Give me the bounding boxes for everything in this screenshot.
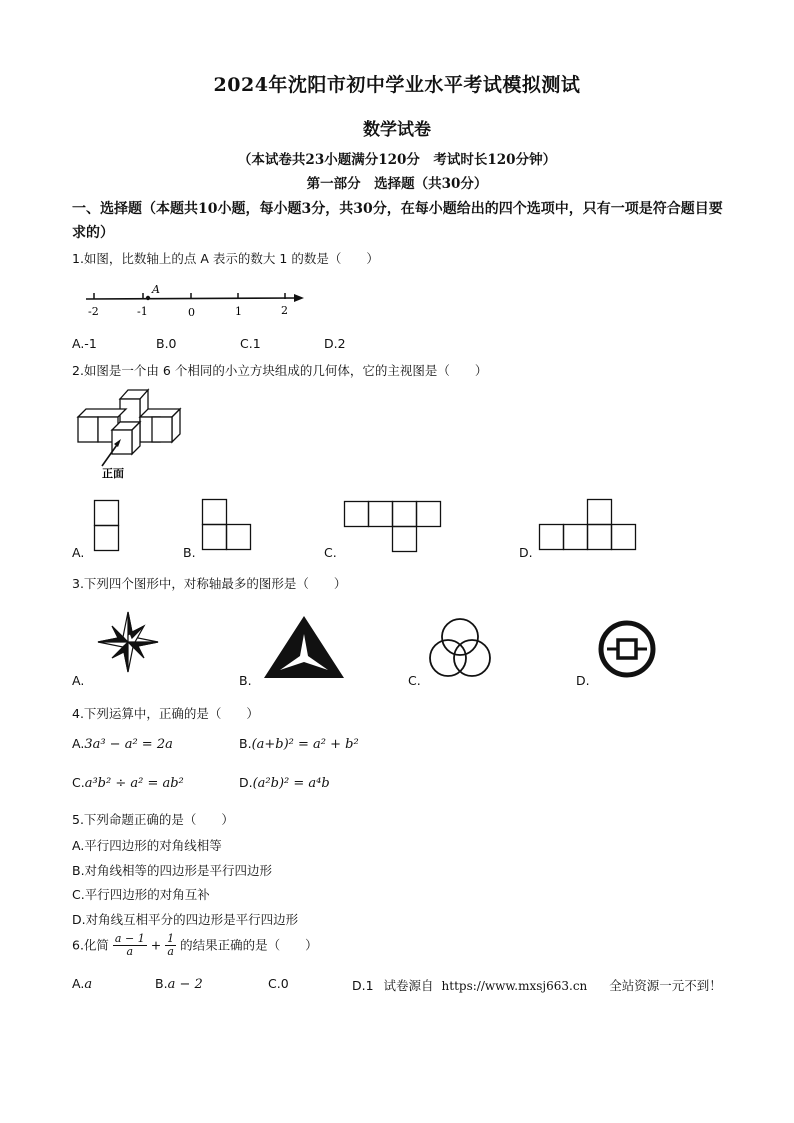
q4-option-a[interactable] (72, 736, 173, 752)
page-subtitle: 数学试卷 (363, 120, 431, 140)
q4-option-c-expr: a³b² ÷ a² = ab² (84, 776, 184, 791)
q2-option-d-view (539, 499, 639, 553)
q4-option-d[interactable] (239, 775, 330, 791)
q5-option-d[interactable]: D.对角线互相平分的四边形是平行四边形 (72, 912, 299, 927)
q5-option-b[interactable]: B.对角线相等的四边形是平行四边形 (72, 863, 273, 878)
q4-option-c-letter: C. (72, 775, 85, 790)
q6-option-a-expr: a (84, 977, 93, 992)
q1-option-d[interactable]: D.2 (324, 336, 346, 351)
q6-option-c[interactable]: C.0 (268, 976, 289, 991)
fraction-2-denominator: a (167, 945, 174, 958)
fraction-2-numerator: 1 (167, 932, 175, 945)
question-3-stem: 3.下列四个图形中，对称轴最多的图形是（ ） (72, 576, 347, 591)
three-circles-icon (427, 617, 493, 681)
question-2-stem: 2.如图是一个由 6 个相同的小立方块组成的几何体，它的主视图是（ ） (72, 363, 488, 378)
q2-option-a-view (94, 500, 120, 552)
exam-note: （本试卷共23小题满分120分 考试时长120分钟） (237, 152, 557, 168)
q6-option-b-letter: B. (155, 976, 168, 991)
q3-option-a[interactable]: A. (72, 673, 85, 688)
q1-option-c[interactable]: C.1 (240, 336, 261, 351)
q6-option-a[interactable] (72, 976, 92, 992)
q1-option-a[interactable]: A.-1 (72, 336, 97, 351)
q4-option-b-expr: (a+b)² = a² + b² (251, 737, 359, 752)
q2-option-b[interactable]: B. (183, 545, 196, 560)
q4-option-c[interactable] (72, 775, 184, 791)
triangle-emblem-icon (262, 614, 346, 680)
q4-option-a-letter: A. (72, 736, 85, 751)
page-title: 2024年沈阳市初中学业水平考试模拟测试 (213, 74, 581, 96)
compass-star-icon (94, 608, 162, 676)
part-heading: 第一部分 选择题（共30分） (306, 176, 488, 192)
fraction-1-denominator: a (126, 945, 134, 958)
tick-label: 2 (281, 304, 288, 317)
site-slogan: 全站资源一元不到！ (609, 978, 722, 993)
fraction-1-numerator: a − 1 (114, 932, 145, 945)
q4-option-b-letter: B. (239, 736, 252, 751)
coin-square-icon (598, 620, 656, 678)
question-4-stem: 4.下列运算中，正确的是（ ） (72, 706, 259, 721)
q2-option-b-view (202, 499, 254, 553)
q1-option-b[interactable]: B.0 (156, 336, 177, 351)
q6-stem-prefix: 6.化简 (72, 937, 109, 953)
fraction-2 (165, 933, 176, 958)
tick-label: -1 (137, 305, 148, 318)
question-5-stem: 5.下列命题正确的是（ ） (72, 812, 234, 827)
q4-option-a-expr: 3a³ − a² = 2a (84, 737, 173, 752)
q5-option-a[interactable]: A.平行四边形的对角线相等 (72, 838, 222, 853)
tick-label: 0 (188, 306, 195, 319)
q3-option-d[interactable]: D. (576, 673, 590, 688)
question-6-stem (72, 933, 318, 958)
plus-sign: + (150, 937, 162, 953)
q6-option-b-expr: a − 2 (167, 977, 203, 992)
q3-option-c[interactable]: C. (408, 673, 421, 688)
q6-option-d[interactable] (352, 976, 722, 994)
tick-label: 1 (235, 305, 242, 318)
q6-stem-suffix: 的结果正确的是（ ） (180, 937, 318, 953)
q3-option-b[interactable]: B. (239, 673, 252, 688)
q2-option-a[interactable]: A. (72, 545, 85, 560)
q6-option-d-label: D.1 (352, 978, 374, 993)
source-url-link[interactable]: https://www.mxsj663.cn (441, 979, 588, 993)
front-view-label: 正面 (102, 467, 124, 480)
tick-label: -2 (88, 305, 99, 318)
fraction-1 (113, 933, 147, 958)
q2-option-c[interactable]: C. (324, 545, 337, 560)
q2-option-c-view (344, 501, 444, 553)
q4-option-d-expr: (a²b)² = a⁴b (252, 776, 330, 791)
q2-option-d[interactable]: D. (519, 545, 533, 560)
point-a-label: A (152, 283, 160, 296)
q5-option-c[interactable]: C.平行四边形的对角互补 (72, 887, 210, 902)
section-heading: 一、选择题（本题共10小题，每小题3分，共30分，在每小题给出的四个选项中，只有一项是符合题目要求的） (72, 201, 723, 241)
q4-option-d-letter: D. (239, 775, 253, 790)
q6-option-a-letter: A. (72, 976, 85, 991)
question-1-stem: 1.如图，比数轴上的点 A 表示的数大 1 的数是（ ） (72, 251, 379, 266)
number-line-figure (80, 285, 310, 325)
source-note: 试卷源自 (383, 978, 434, 993)
cube-solid-figure (74, 384, 184, 484)
q6-option-b[interactable] (155, 976, 203, 992)
q4-option-b[interactable] (239, 736, 359, 752)
